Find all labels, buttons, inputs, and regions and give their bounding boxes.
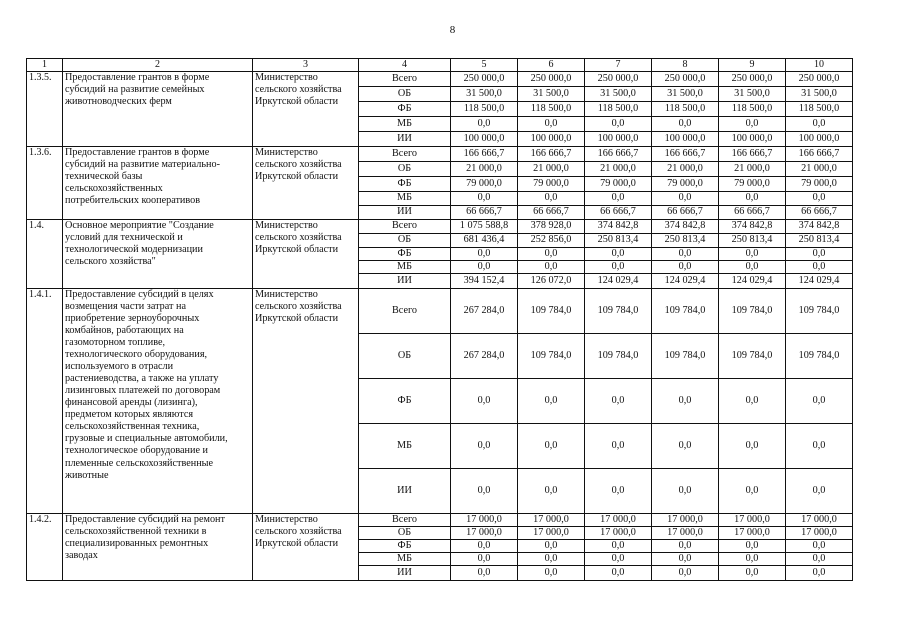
amount-cell: 0,0 <box>451 424 518 469</box>
funding-source: ИИ <box>359 566 451 581</box>
amount-cell: 31 500,0 <box>451 87 518 102</box>
column-header: 6 <box>518 59 585 72</box>
amount-cell: 31 500,0 <box>786 87 853 102</box>
item-number: 1.4.2. <box>27 514 63 581</box>
amount-cell: 31 500,0 <box>585 87 652 102</box>
amount-cell: 374 842,8 <box>719 220 786 234</box>
amount-cell: 0,0 <box>585 192 652 206</box>
amount-cell: 374 842,8 <box>652 220 719 234</box>
amount-cell: 0,0 <box>719 469 786 514</box>
funding-source: ОБ <box>359 87 451 102</box>
amount-cell: 0,0 <box>451 379 518 424</box>
amount-cell: 126 072,0 <box>518 274 585 289</box>
amount-cell: 79 000,0 <box>786 177 853 192</box>
amount-cell: 0,0 <box>518 117 585 132</box>
amount-cell: 374 842,8 <box>585 220 652 234</box>
amount-cell: 0,0 <box>451 566 518 581</box>
amount-cell: 252 856,0 <box>518 234 585 248</box>
amount-cell: 0,0 <box>518 261 585 274</box>
amount-cell: 0,0 <box>786 553 853 566</box>
column-header: 10 <box>786 59 853 72</box>
amount-cell: 250 000,0 <box>451 72 518 87</box>
amount-cell: 0,0 <box>585 261 652 274</box>
amount-cell: 66 666,7 <box>451 206 518 220</box>
amount-cell: 79 000,0 <box>451 177 518 192</box>
amount-cell: 109 784,0 <box>786 334 853 379</box>
amount-cell: 124 029,4 <box>585 274 652 289</box>
amount-cell: 0,0 <box>719 379 786 424</box>
amount-cell: 250 000,0 <box>786 72 853 87</box>
item-number: 1.3.6. <box>27 147 63 220</box>
executor-cell <box>253 289 359 514</box>
funding-source: ОБ <box>359 234 451 248</box>
measure-name: Предоставление субсидий на ремонт сельскохозяйственной техники в специализированных ремонтных заводах <box>65 514 225 562</box>
table-row <box>27 220 853 234</box>
amount-cell: 0,0 <box>652 192 719 206</box>
measure-name: Предоставление субсидий в целях возмещения части затрат на приобретение зерноуборочных комбайнов, работающих на газомоторном топливе, технологического оборудования, используемого в отрасли растениеводства, а также на уплату лизинговых платежей по договорам финансовой аренды (лизинга), предметом которых являются сельскохозяйственная техника, грузовые и специальные автомобили, технологическое оборудование и племенные сельскохозяйственные животные <box>65 289 228 481</box>
funding-source: ОБ <box>359 334 451 379</box>
amount-cell: 17 000,0 <box>518 527 585 540</box>
executor-cell <box>253 514 359 581</box>
amount-cell: 0,0 <box>786 469 853 514</box>
amount-cell: 0,0 <box>652 553 719 566</box>
executor-cell <box>253 147 359 220</box>
amount-cell: 109 784,0 <box>652 289 719 334</box>
amount-cell: 374 842,8 <box>786 220 853 234</box>
column-header: 8 <box>652 59 719 72</box>
amount-cell: 681 436,4 <box>451 234 518 248</box>
amount-cell: 0,0 <box>719 261 786 274</box>
amount-cell: 0,0 <box>719 553 786 566</box>
amount-cell: 0,0 <box>585 424 652 469</box>
amount-cell: 118 500,0 <box>719 102 786 117</box>
amount-cell: 0,0 <box>652 566 719 581</box>
amount-cell: 118 500,0 <box>652 102 719 117</box>
measure-name: Предоставление грантов в форме субсидий на развитие материально- технической базы сельскохозяйственных потребительских кооперативов <box>65 147 220 207</box>
amount-cell: 0,0 <box>652 540 719 553</box>
amount-cell: 0,0 <box>518 192 585 206</box>
funding-source: Всего <box>359 289 451 334</box>
amount-cell: 0,0 <box>518 424 585 469</box>
amount-cell: 21 000,0 <box>786 162 853 177</box>
amount-cell: 0,0 <box>786 117 853 132</box>
amount-cell: 124 029,4 <box>719 274 786 289</box>
measure-name-cell <box>63 72 253 147</box>
page-number: 8 <box>449 24 456 36</box>
column-header: 9 <box>719 59 786 72</box>
amount-cell: 100 000,0 <box>786 132 853 147</box>
amount-cell: 66 666,7 <box>518 206 585 220</box>
column-header: 1 <box>27 59 63 72</box>
amount-cell: 21 000,0 <box>719 162 786 177</box>
amount-cell: 0,0 <box>719 117 786 132</box>
amount-cell: 17 000,0 <box>652 514 719 527</box>
amount-cell: 250 813,4 <box>719 234 786 248</box>
amount-cell: 394 152,4 <box>451 274 518 289</box>
amount-cell: 109 784,0 <box>518 289 585 334</box>
amount-cell: 109 784,0 <box>719 289 786 334</box>
table-row <box>27 72 853 87</box>
amount-cell: 166 666,7 <box>786 147 853 162</box>
amount-cell: 118 500,0 <box>518 102 585 117</box>
funding-source: ИИ <box>359 469 451 514</box>
amount-cell: 66 666,7 <box>786 206 853 220</box>
amount-cell: 17 000,0 <box>451 527 518 540</box>
amount-cell: 0,0 <box>518 469 585 514</box>
amount-cell: 250 000,0 <box>585 72 652 87</box>
amount-cell: 0,0 <box>786 566 853 581</box>
amount-cell: 79 000,0 <box>719 177 786 192</box>
funding-source: МБ <box>359 261 451 274</box>
amount-cell: 0,0 <box>585 117 652 132</box>
amount-cell: 79 000,0 <box>585 177 652 192</box>
executor-name: Министерство сельского хозяйства Иркутской области <box>255 289 342 325</box>
amount-cell: 0,0 <box>585 540 652 553</box>
amount-cell: 250 000,0 <box>518 72 585 87</box>
amount-cell: 17 000,0 <box>719 527 786 540</box>
amount-cell: 250 000,0 <box>719 72 786 87</box>
amount-cell: 66 666,7 <box>585 206 652 220</box>
measure-name-cell <box>63 514 253 581</box>
amount-cell: 0,0 <box>585 566 652 581</box>
funding-source: ОБ <box>359 162 451 177</box>
executor-name: Министерство сельского хозяйства Иркутской области <box>255 514 342 550</box>
column-header: 2 <box>63 59 253 72</box>
amount-cell: 66 666,7 <box>652 206 719 220</box>
executor-name: Министерство сельского хозяйства Иркутской области <box>255 147 342 183</box>
amount-cell: 250 813,4 <box>585 234 652 248</box>
amount-cell: 250 813,4 <box>786 234 853 248</box>
amount-cell: 267 284,0 <box>451 289 518 334</box>
executor-name: Министерство сельского хозяйства Иркутской области <box>255 220 342 256</box>
amount-cell: 0,0 <box>518 248 585 261</box>
amount-cell: 0,0 <box>518 379 585 424</box>
amount-cell: 17 000,0 <box>786 527 853 540</box>
amount-cell: 0,0 <box>786 379 853 424</box>
column-header: 7 <box>585 59 652 72</box>
amount-cell: 378 928,0 <box>518 220 585 234</box>
amount-cell: 0,0 <box>451 540 518 553</box>
amount-cell: 0,0 <box>719 192 786 206</box>
funding-source: ФБ <box>359 102 451 117</box>
executor-name: Министерство сельского хозяйства Иркутской области <box>255 72 342 108</box>
amount-cell: 17 000,0 <box>451 514 518 527</box>
amount-cell: 79 000,0 <box>518 177 585 192</box>
measure-name: Основное мероприятие "Создание условий для технической и технологической модернизации сельского хозяйства" <box>65 220 214 268</box>
amount-cell: 0,0 <box>786 424 853 469</box>
amount-cell: 166 666,7 <box>585 147 652 162</box>
amount-cell: 0,0 <box>786 261 853 274</box>
amount-cell: 118 500,0 <box>451 102 518 117</box>
amount-cell: 0,0 <box>652 424 719 469</box>
amount-cell: 109 784,0 <box>518 334 585 379</box>
amount-cell: 0,0 <box>652 248 719 261</box>
measure-name: Предоставление грантов в форме субсидий на развитие семейных животноводческих ферм <box>65 72 210 108</box>
amount-cell: 17 000,0 <box>518 514 585 527</box>
column-header: 3 <box>253 59 359 72</box>
amount-cell: 109 784,0 <box>585 289 652 334</box>
amount-cell: 0,0 <box>518 566 585 581</box>
funding-source: МБ <box>359 117 451 132</box>
item-number: 1.3.5. <box>27 72 63 147</box>
amount-cell: 0,0 <box>719 540 786 553</box>
amount-cell: 109 784,0 <box>786 289 853 334</box>
amount-cell: 17 000,0 <box>585 527 652 540</box>
funding-source: ФБ <box>359 177 451 192</box>
amount-cell: 31 500,0 <box>719 87 786 102</box>
amount-cell: 124 029,4 <box>786 274 853 289</box>
amount-cell: 100 000,0 <box>518 132 585 147</box>
funding-source: ИИ <box>359 206 451 220</box>
amount-cell: 21 000,0 <box>585 162 652 177</box>
amount-cell: 250 000,0 <box>652 72 719 87</box>
amount-cell: 79 000,0 <box>652 177 719 192</box>
amount-cell: 0,0 <box>719 566 786 581</box>
amount-cell: 250 813,4 <box>652 234 719 248</box>
funding-source: ОБ <box>359 527 451 540</box>
amount-cell: 0,0 <box>451 192 518 206</box>
amount-cell: 118 500,0 <box>585 102 652 117</box>
amount-cell: 0,0 <box>585 469 652 514</box>
executor-cell <box>253 72 359 147</box>
column-header: 5 <box>451 59 518 72</box>
amount-cell: 100 000,0 <box>585 132 652 147</box>
funding-source: Всего <box>359 72 451 87</box>
amount-cell: 166 666,7 <box>719 147 786 162</box>
executor-cell <box>253 220 359 289</box>
amount-cell: 31 500,0 <box>518 87 585 102</box>
amount-cell: 166 666,7 <box>652 147 719 162</box>
funding-source: ИИ <box>359 132 451 147</box>
funding-source: Всего <box>359 514 451 527</box>
table-row <box>27 514 853 527</box>
amount-cell: 17 000,0 <box>786 514 853 527</box>
funding-source: ФБ <box>359 540 451 553</box>
amount-cell: 0,0 <box>585 553 652 566</box>
amount-cell: 166 666,7 <box>518 147 585 162</box>
funding-source: МБ <box>359 192 451 206</box>
amount-cell: 0,0 <box>451 469 518 514</box>
measure-name-cell <box>63 289 253 514</box>
amount-cell: 0,0 <box>451 117 518 132</box>
amount-cell: 0,0 <box>518 553 585 566</box>
amount-cell: 109 784,0 <box>652 334 719 379</box>
item-number: 1.4.1. <box>27 289 63 514</box>
amount-cell: 0,0 <box>786 540 853 553</box>
amount-cell: 0,0 <box>451 261 518 274</box>
funding-source: Всего <box>359 147 451 162</box>
amount-cell: 0,0 <box>652 261 719 274</box>
amount-cell: 21 000,0 <box>518 162 585 177</box>
funding-source: ИИ <box>359 274 451 289</box>
funding-source: ФБ <box>359 379 451 424</box>
funding-source: Всего <box>359 220 451 234</box>
amount-cell: 124 029,4 <box>652 274 719 289</box>
amount-cell: 109 784,0 <box>719 334 786 379</box>
amount-cell: 118 500,0 <box>786 102 853 117</box>
amount-cell: 100 000,0 <box>719 132 786 147</box>
funding-source: МБ <box>359 424 451 469</box>
amount-cell: 0,0 <box>451 248 518 261</box>
amount-cell: 267 284,0 <box>451 334 518 379</box>
amount-cell: 17 000,0 <box>652 527 719 540</box>
column-header: 4 <box>359 59 451 72</box>
measure-name-cell <box>63 220 253 289</box>
amount-cell: 0,0 <box>585 248 652 261</box>
amount-cell: 166 666,7 <box>451 147 518 162</box>
amount-cell: 0,0 <box>652 469 719 514</box>
amount-cell: 100 000,0 <box>652 132 719 147</box>
amount-cell: 100 000,0 <box>451 132 518 147</box>
amount-cell: 0,0 <box>719 248 786 261</box>
amount-cell: 0,0 <box>719 424 786 469</box>
amount-cell: 21 000,0 <box>451 162 518 177</box>
amount-cell: 109 784,0 <box>585 334 652 379</box>
measure-name-cell <box>63 147 253 220</box>
amount-cell: 17 000,0 <box>585 514 652 527</box>
header-row <box>27 59 853 72</box>
amount-cell: 0,0 <box>652 117 719 132</box>
amount-cell: 0,0 <box>786 248 853 261</box>
amount-cell: 0,0 <box>451 553 518 566</box>
amount-cell: 0,0 <box>652 379 719 424</box>
table-row <box>27 289 853 334</box>
table-body <box>27 59 853 581</box>
budget-table <box>26 58 853 581</box>
item-number: 1.4. <box>27 220 63 289</box>
amount-cell: 31 500,0 <box>652 87 719 102</box>
amount-cell: 0,0 <box>518 540 585 553</box>
amount-cell: 21 000,0 <box>652 162 719 177</box>
amount-cell: 17 000,0 <box>719 514 786 527</box>
funding-source: ФБ <box>359 248 451 261</box>
amount-cell: 66 666,7 <box>719 206 786 220</box>
amount-cell: 0,0 <box>585 379 652 424</box>
amount-cell: 1 075 588,8 <box>451 220 518 234</box>
funding-source: МБ <box>359 553 451 566</box>
amount-cell: 0,0 <box>786 192 853 206</box>
table-row <box>27 147 853 162</box>
